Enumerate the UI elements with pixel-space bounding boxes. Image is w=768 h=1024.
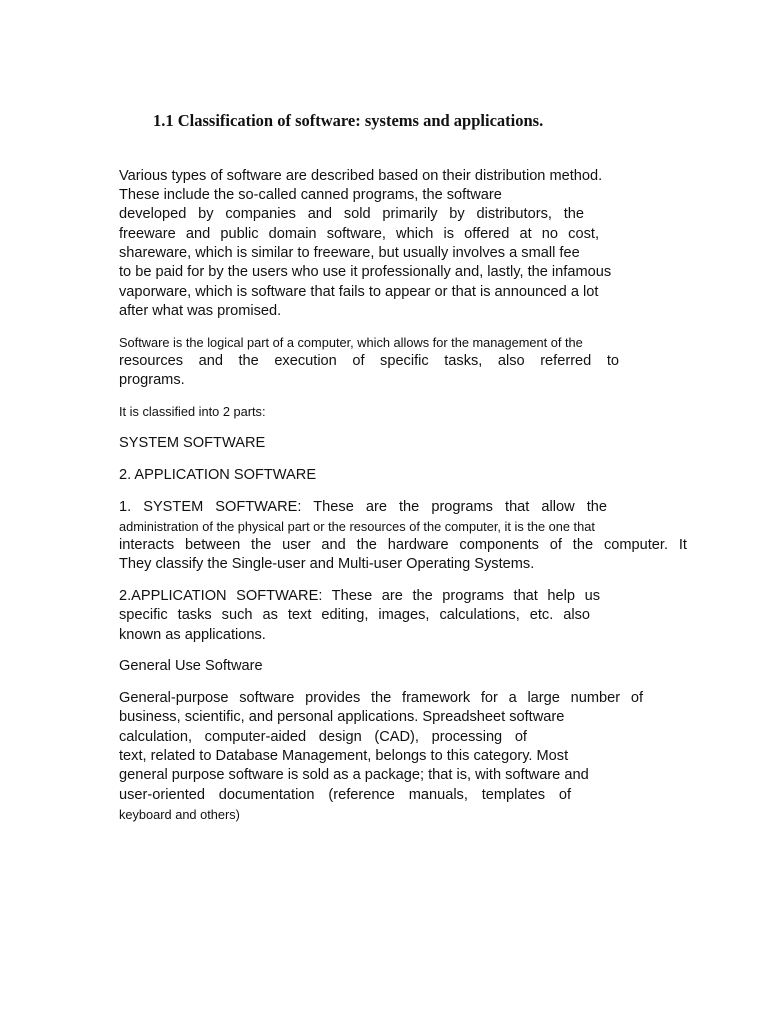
text-line: Various types of software are described based on their distribution method. [119, 168, 603, 184]
text-line: general purpose software is sold as a package; that is, with software and [119, 767, 589, 783]
section-title: 1.1 Classification of software: systems and applications. [153, 111, 544, 130]
text-line: known as applications. [119, 627, 266, 643]
heading-general-use-software: General Use Software [119, 658, 263, 674]
text-line: administration of the physical part or the resources of the computer, it is the one that [119, 519, 595, 534]
text-line: 1. SYSTEM SOFTWARE: These are the programs that allow the [119, 499, 607, 515]
heading-system-software: SYSTEM SOFTWARE [119, 435, 266, 451]
text-line: business, scientific, and personal applications. Spreadsheet software [119, 709, 565, 725]
text-line: programs. [119, 372, 185, 388]
text-line: developed by companies and sold primarily by distributors, the [119, 206, 584, 222]
text-line: 2.APPLICATION SOFTWARE: These are the programs that help us [119, 588, 600, 604]
text-line: freeware and public domain software, which is offered at no cost, [119, 226, 599, 242]
text-line: They classify the Single-user and Multi-user Operating Systems. [119, 556, 535, 572]
text-line: General-purpose software provides the framework for a large number of [119, 690, 643, 706]
text-line: specific tasks such as text editing, images, calculations, etc. also [119, 607, 590, 623]
heading-application-software: 2. APPLICATION SOFTWARE [119, 467, 317, 483]
text-line: Software is the logical part of a computer, which allows for the management of the [119, 335, 583, 350]
text-line: These include the so-called canned programs, the software [119, 187, 502, 203]
text-line: interacts between the user and the hardware components of the computer. It [119, 537, 687, 553]
text-line: vaporware, which is software that fails to appear or that is announced a lot [119, 284, 599, 300]
text-line: to be paid for by the users who use it professionally and, lastly, the infamous [119, 264, 612, 280]
text-line: resources and the execution of specific tasks, also referred to [119, 353, 619, 369]
text-line: user-oriented documentation (reference manuals, templates of [119, 787, 571, 803]
classification-intro: It is classified into 2 parts: [119, 404, 266, 419]
text-line: keyboard and others) [119, 807, 240, 822]
text-line: calculation, computer-aided design (CAD), processing of [119, 729, 527, 745]
text-line: text, related to Database Management, belongs to this category. Most [119, 748, 569, 764]
text-line: shareware, which is similar to freeware, but usually involves a small fee [119, 245, 580, 261]
text-line: after what was promised. [119, 303, 282, 319]
